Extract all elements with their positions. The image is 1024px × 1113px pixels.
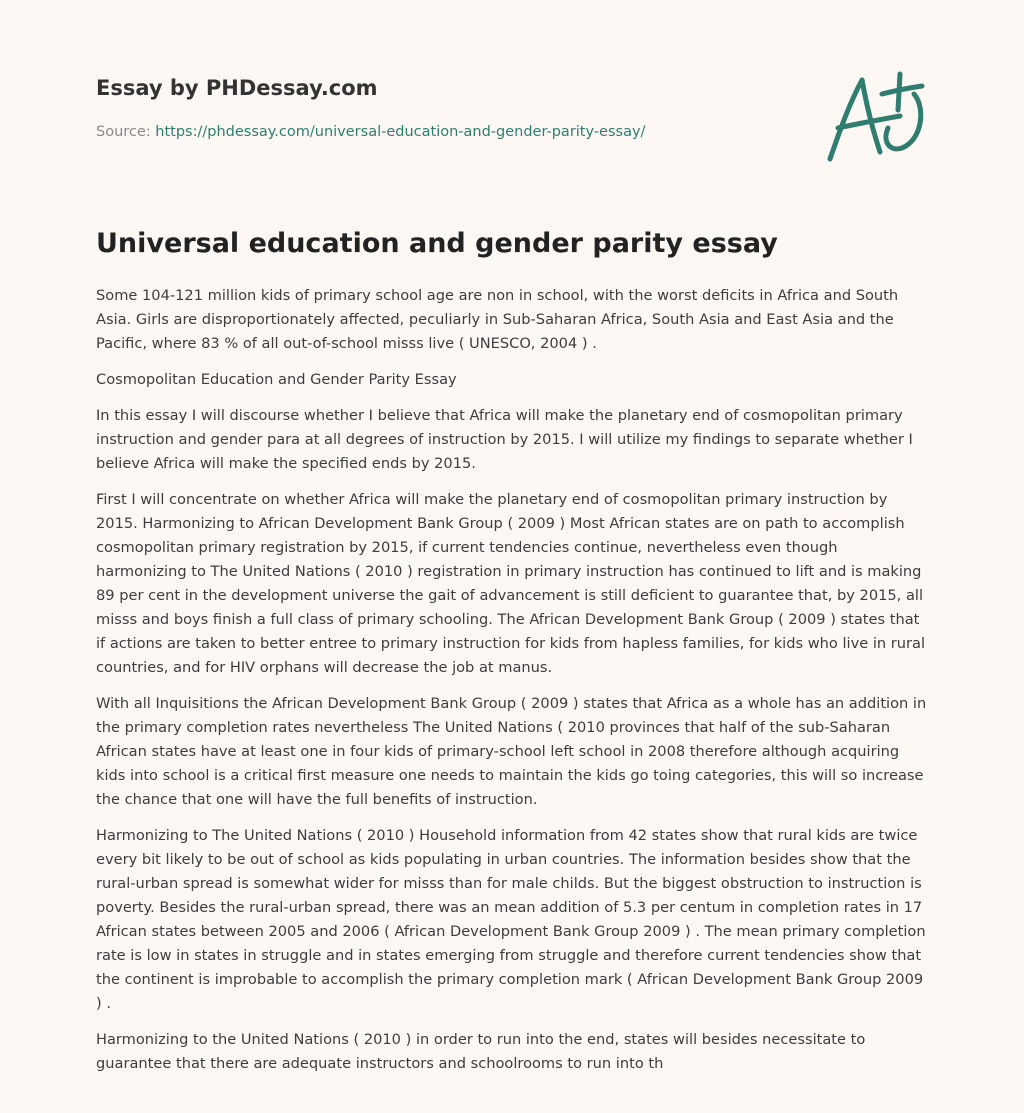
a-plus-logo-icon (818, 66, 930, 166)
source-link[interactable]: https://phdessay.com/universal-education-and-gender-parity-essay/ (155, 124, 646, 140)
paragraph: Cosmopolitan Education and Gender Parity Essay (96, 371, 457, 388)
paragraph: Some 104-121 million kids of primary school age are non in school, with the worst deficits in Africa and South Asia. Girls are disproportionately affected, peculiarly in Sub-Saharan Africa, South Asia and East Asia and the Pacific, where 83 % of all out-of-school misss live ( UNESCO, 2004 ) . (96, 287, 899, 352)
source-label: Source: (96, 124, 151, 140)
essay-body (96, 284, 932, 1088)
paragraph: First I will concentrate on whether Africa will make the planetary end of cosmopolitan primary instruction by 2015. Harmonizing to African Development Bank Group ( 2009 ) Most African states are on path to accomplish cosmopolitan primary registration by 2015, if current tendencies continue, nevertheless even though harmonizing to The United Nations ( 2010 ) registration in primary instruction has continued to lift and is making 89 per cent in the development universe the gait of advancement is still deficient to guarantee that, by 2015, all misss and boys finish a full class of primary schooling. The African Development Bank Group ( 2009 ) states that if actions are taken to better entree to primary instruction for kids from hapless families, for kids who live in rural countries, and for HIV orphans will decrease the job at manus. (96, 491, 926, 676)
paragraph: Harmonizing to the United Nations ( 2010 ) in order to run into the end, states will besides necessitate to guarantee that there are adequate instructors and schoolrooms to run into th (96, 1031, 866, 1072)
paragraph: In this essay I will discourse whether I believe that Africa will make the planetary end of cosmopolitan primary instruction and gender para at all degrees of instruction by 2015. I will utilize my findings to separate whether I believe Africa will make the specified ends by 2015. (96, 407, 913, 472)
paragraph: With all Inquisitions the African Development Bank Group ( 2009 ) states that Africa as a whole has an addition in the primary completion rates nevertheless The United Nations ( 2010 provinces that half of the sub-Saharan African states have at least one in four kids of primary-school left school in 2008 therefore although acquiring kids into school is a critical first measure one needs to maintain the kids go toing categories, this will so increase the chance that one will have the full benefits of instruction. (96, 695, 927, 808)
site-title: Essay by PHDessay.com (96, 76, 378, 100)
paragraph: Harmonizing to The United Nations ( 2010 ) Household information from 42 states show that rural kids are twice every bit likely to be out of school as kids populating in urban countries. The information besides show that the rural-urban spread is somewhat wider for misss than for male childs. But the biggest obstruction to instruction is poverty. Besides the rural-urban spread, there was an mean addition of 5.3 per centum in completion rates in 17 African states between 2005 and 2006 ( African Development Bank Group 2009 ) . The mean primary completion rate is low in states in struggle and in states emerging from struggle and therefore current tendencies show that the continent is improbable to accomplish the primary completion mark ( African Development Bank Group 2009 ) . (96, 827, 926, 1012)
source-line (96, 124, 645, 140)
essay-title: Universal education and gender parity essay (96, 228, 778, 259)
